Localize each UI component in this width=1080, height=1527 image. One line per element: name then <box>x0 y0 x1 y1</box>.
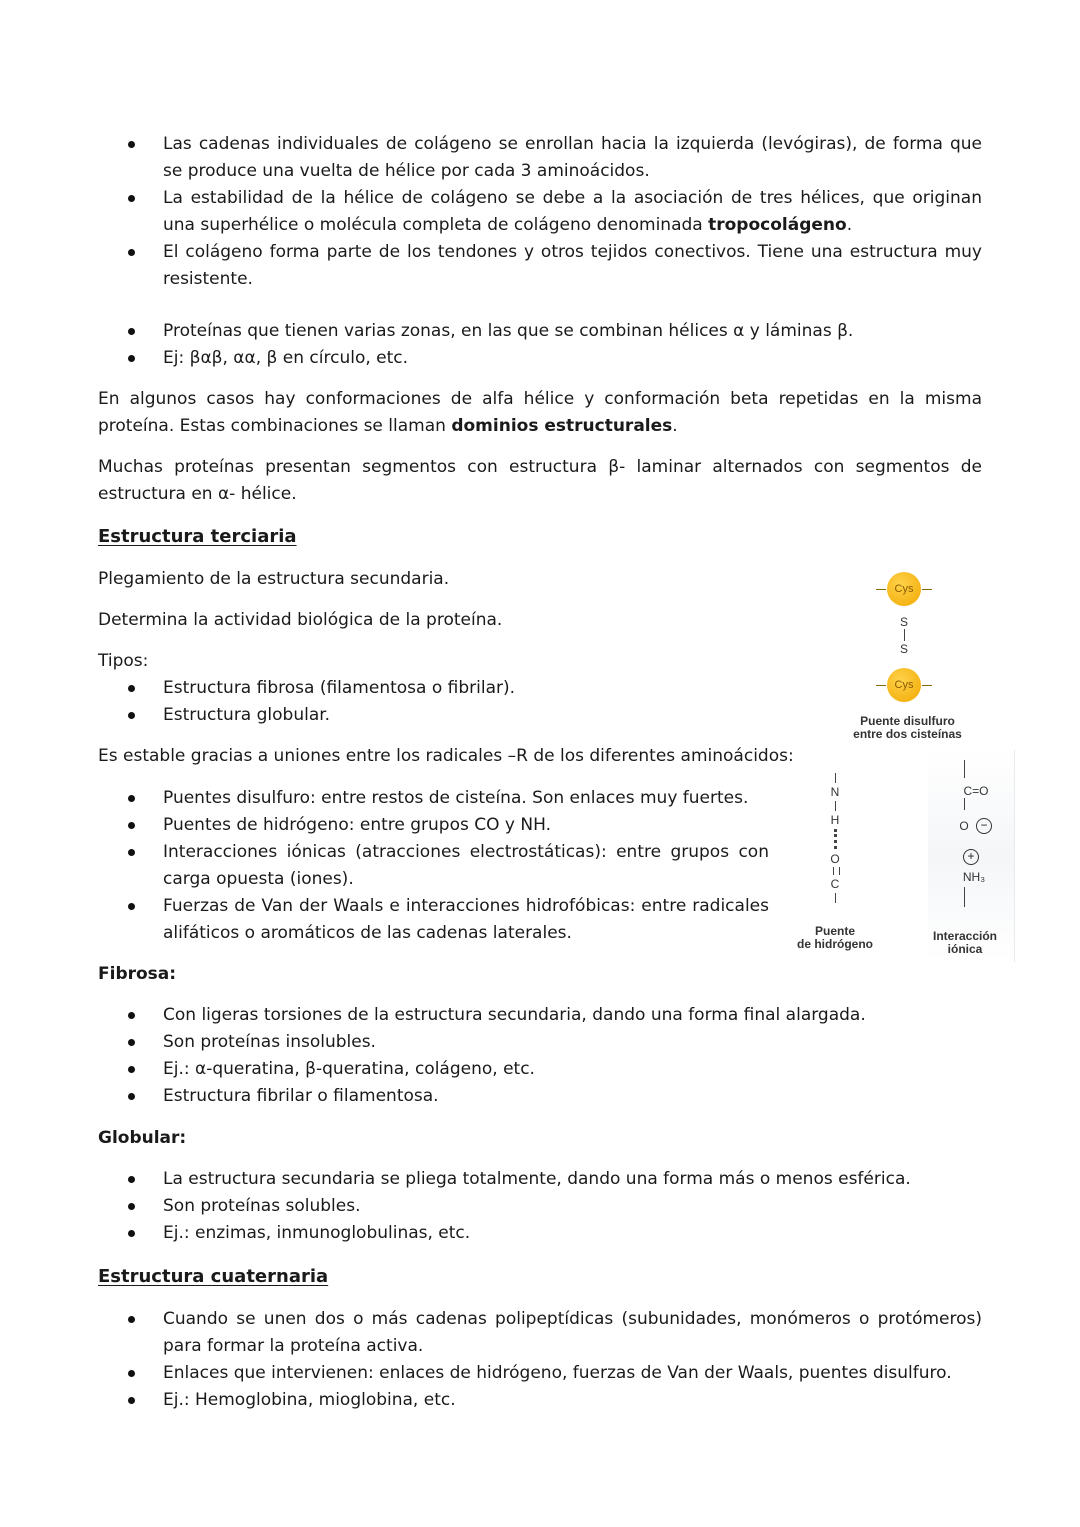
positive-charge-icon: + <box>963 849 979 865</box>
list-item: Puentes disulfuro: entre restos de cisteína. Son enlaces muy fuertes. <box>98 785 769 812</box>
negative-charge-icon: − <box>976 818 992 834</box>
list-item: Ej.: Hemoglobina, mioglobina, etc. <box>98 1387 982 1414</box>
disulfide-caption <box>850 715 965 741</box>
ionic-caption <box>915 930 1015 956</box>
nitrogen-atom: N <box>830 785 840 799</box>
caption-line: iónica <box>947 942 983 956</box>
fibrous-list <box>98 1002 982 1110</box>
caption-line: Puente disulfuro <box>860 714 955 728</box>
list-item: Fuerzas de Van der Waals e interacciones hidrofóbicas: entre radicales alifáticos o aromáticos de las cadenas laterales. <box>98 893 769 947</box>
sulfur-atom: S <box>899 615 908 629</box>
list-item <box>98 131 982 185</box>
list-item: Estructura globular. <box>98 702 698 729</box>
list-item: Son proteínas solubles. <box>98 1193 982 1220</box>
heading-estructura-terciaria: Estructura terciaria <box>98 526 297 547</box>
list-item: Ej.: α-queratina, β-queratina, colágeno, etc. <box>98 1056 982 1083</box>
caption-line: entre dos cisteínas <box>853 727 962 741</box>
list-item: Ej.: enzimas, inmunoglobulinas, etc. <box>98 1220 982 1247</box>
list-item: Con ligeras torsiones de la estructura secundaria, dando una forma final alargada. <box>98 1002 982 1029</box>
stability-intro: Es estable gracias a uniones entre los radicales –R de los diferentes aminoácidos: <box>98 746 794 766</box>
list-item: Puentes de hidrógeno: entre grupos CO y NH. <box>98 812 769 839</box>
list-item: Proteínas que tienen varias zonas, en las que se combinan hélices α y láminas β. <box>98 318 982 345</box>
globular-label: Globular: <box>98 1128 187 1148</box>
list-item: Estructura fibrosa (filamentosa o fibrilar). <box>98 675 698 702</box>
list-item <box>98 239 982 293</box>
bonds-list <box>98 785 769 947</box>
list-item: Ej: βαβ, αα, β en círculo, etc. <box>98 345 982 372</box>
quaternary-list <box>98 1306 982 1414</box>
bond-line <box>922 685 932 686</box>
oxygen-anion: O <box>959 819 969 833</box>
list-item: Cuando se unen dos o más cadenas polipeptídicas (subunidades, monómeros o protómeros) para formar la proteína activa. <box>98 1306 982 1360</box>
domains-paragraph <box>98 386 982 440</box>
bond-line <box>964 760 965 778</box>
list-item: Interacciones iónicas (atracciones electrostáticas): entre grupos con carga opuesta (iones). <box>98 839 769 893</box>
sulfur-atom: S <box>899 642 908 656</box>
bond-line <box>876 685 886 686</box>
hydrogen-bond-caption <box>780 925 890 951</box>
segments-paragraph: Muchas proteínas presentan segmentos con estructura β- laminar alternados con segmentos de estructura en α- hélice. <box>98 457 982 504</box>
hydrogen-bond-dots <box>834 829 840 849</box>
bond-line <box>835 893 836 903</box>
bond-line <box>835 773 836 783</box>
bond-line <box>904 629 905 641</box>
caption-line: Interacción <box>932 929 998 943</box>
paragraph-text: . <box>672 416 678 436</box>
bond-line <box>876 589 886 590</box>
cysteine-bottom: Cys <box>887 668 921 702</box>
list-item: La estructura secundaria se pliega totalmente, dando una forma más o menos esférica. <box>98 1166 982 1193</box>
mixed-structure-bullet-list <box>98 318 982 372</box>
collagen-bullet-list <box>98 131 982 293</box>
term-tropocolageno: tropocolágeno <box>708 215 847 235</box>
oxygen-atom: O <box>830 852 840 866</box>
tertiary-bonds-figure <box>780 565 1020 965</box>
tertiary-line-folding: Plegamiento de la estructura secundaria. <box>98 569 450 589</box>
paragraph-text: En algunos casos hay conformaciones de alfa hélice y conformación beta repetidas en la misma proteína. Estas combinaciones se llaman <box>98 389 982 436</box>
types-list <box>98 675 698 729</box>
bond-line <box>964 887 965 907</box>
bond-line <box>964 798 965 810</box>
term-dominios-estructurales: dominios estructurales <box>451 416 673 436</box>
bond-line <box>922 589 932 590</box>
caption-line: Puente <box>814 924 855 938</box>
list-item-text: Las cadenas individuales de colágeno se enrollan hacia la izquierda (levógiras), de forma que se produce una vuelta de hélice por cada 3 aminoácidos. <box>163 134 982 181</box>
caption-line: de hidrógeno <box>797 937 873 951</box>
ammonium-group: NH₃ <box>962 870 986 884</box>
globular-list <box>98 1166 982 1247</box>
list-item-text: El colágeno forma parte de los tendones y otros tejidos conectivos. Tiene una estructura muy resistente. <box>163 242 982 289</box>
double-bond <box>833 867 840 875</box>
list-item-text: . <box>846 215 853 235</box>
list-item <box>98 185 982 239</box>
fibrous-label: Fibrosa: <box>98 964 177 984</box>
bond-line <box>835 801 836 811</box>
cysteine-top: Cys <box>887 572 921 606</box>
heading-estructura-cuaternaria: Estructura cuaternaria <box>98 1266 329 1287</box>
list-item: Enlaces que intervienen: enlaces de hidrógeno, fuerzas de Van der Waals, puentes disulfuro. <box>98 1360 982 1387</box>
list-item: Son proteínas insolubles. <box>98 1029 982 1056</box>
types-label: Tipos: <box>98 651 149 671</box>
list-item: Estructura fibrilar o filamentosa. <box>98 1083 982 1110</box>
carbon-atom: C <box>830 877 840 891</box>
tertiary-line-activity: Determina la actividad biológica de la proteína. <box>98 610 503 630</box>
hydrogen-atom: H <box>830 813 840 827</box>
carbonyl-group: C=O <box>963 784 989 798</box>
list-item-text: La estabilidad de la hélice de colágeno se debe a la asociación de tres hélices, que originan una superhélice o molécula completa de colágeno denominada <box>163 188 982 235</box>
